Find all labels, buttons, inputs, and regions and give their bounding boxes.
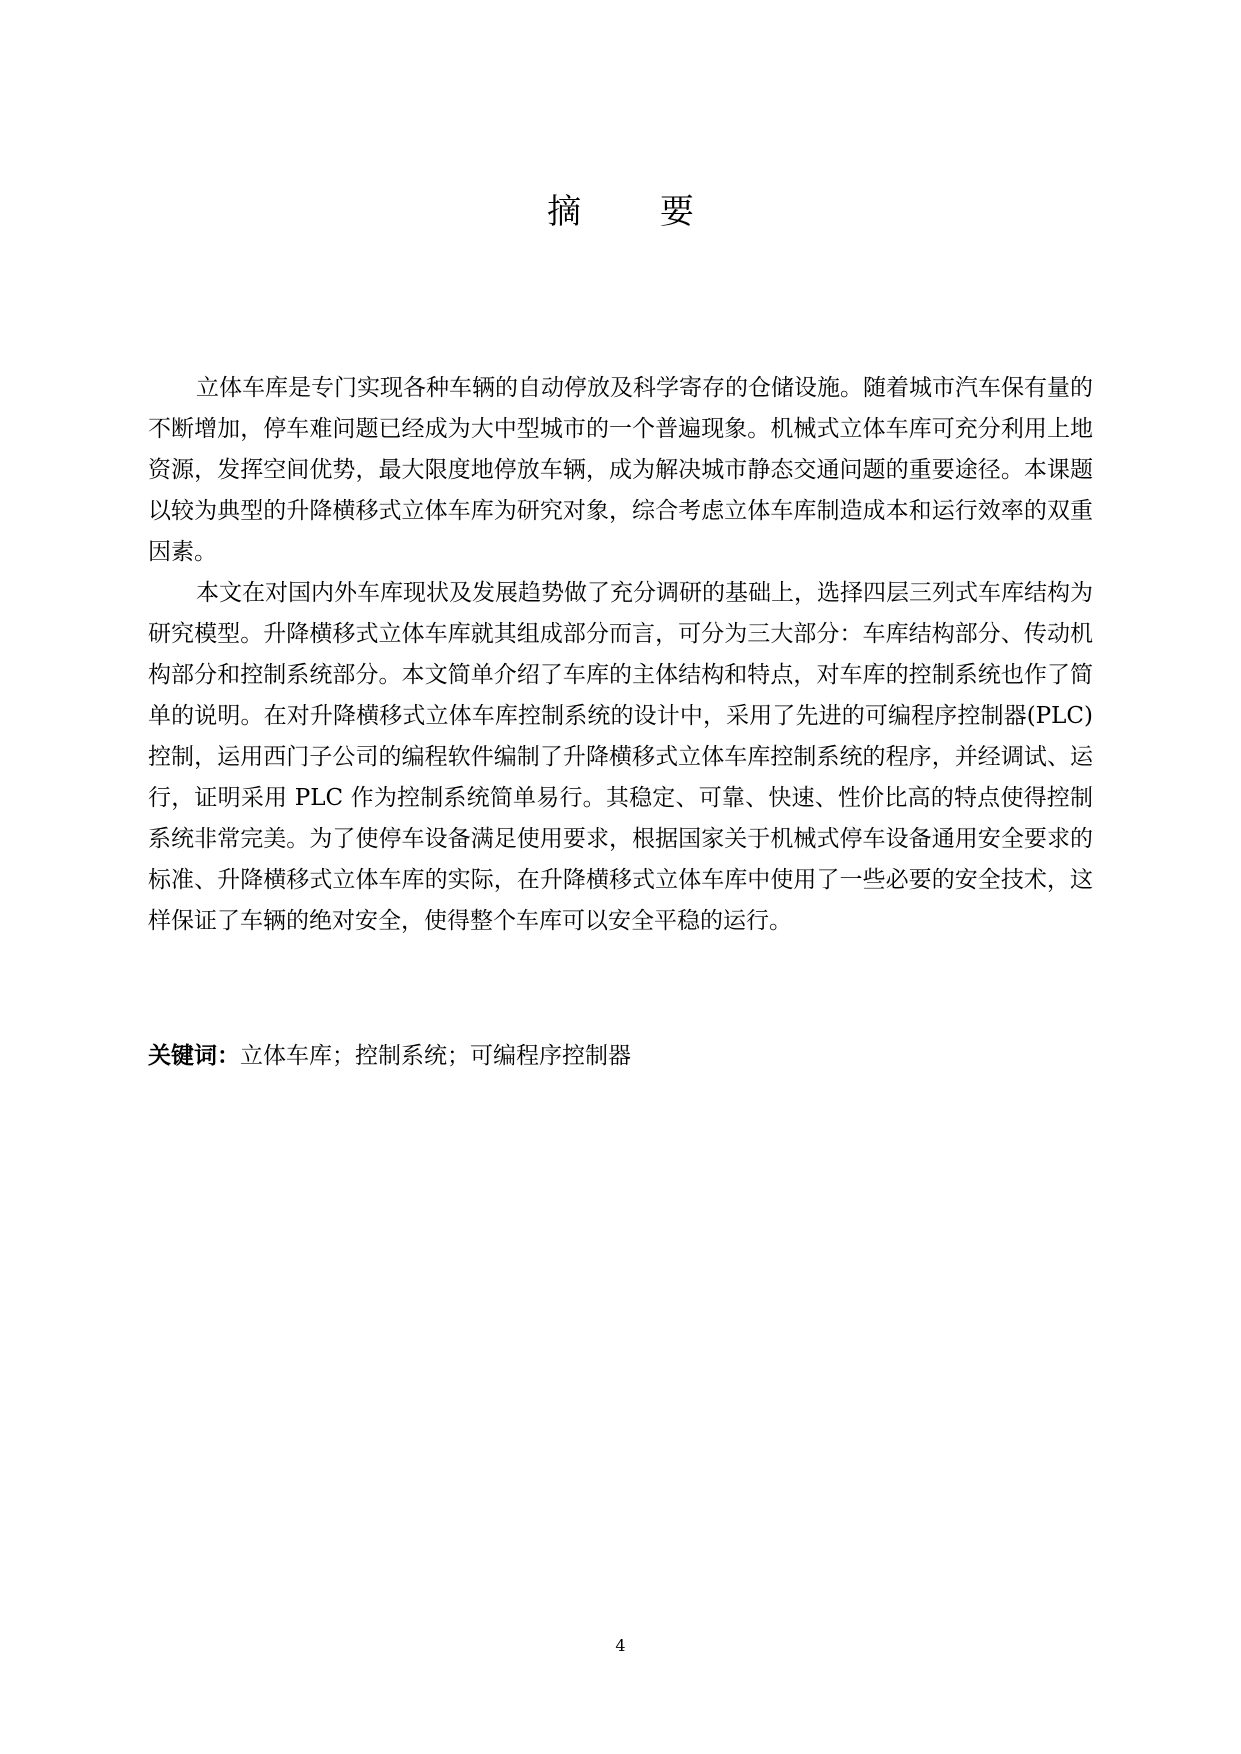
page-number: 4 — [615, 1636, 626, 1655]
page-title: 摘 要 — [547, 192, 728, 232]
abstract-body — [148, 368, 1093, 942]
abstract-paragraph-1: 立体车库是专门实现各种车辆的自动停放及科学寄存的仓储设施。随着城市汽车保有量的不断增加，停车难问题已经成为大中型城市的一个普遍现象。机械式立体车库可充分利用上地资源，发挥空间优势，最大限度地停放车辆，成为解决城市静态交通问题的重要途径。本课题以较为典型的升降横移式立体车库为研究对象，综合考虑立体车库制造成本和运行效率的双重因素。 — [148, 375, 1093, 565]
keywords-label: 关键词： — [148, 1043, 240, 1069]
abstract-paragraph-2: 本文在对国内外车库现状及发展趋势做了充分调研的基础上，选择四层三列式车库结构为研究模型。升降横移式立体车库就其组成部分而言，可分为三大部分：车库结构部分、传动机构部分和控制系统部分。本文简单介绍了车库的主体结构和特点，对车库的控制系统也作了简单的说明。在对升降横移式立体车库控制系统的设计中，采用了先进的可编程序控制器(PLC)控制，运用西门子公司的编程软件编制了升降横移式立体车库控制系统的程序，并经调试、运行，证明采用 PLC 作为控制系统简单易行。其稳定、可靠、快速、性价比高的特点使得控制系统非常完美。为了使停车设备满足使用要求，根据国家关于机械式停车设备通用安全要求的标准、升降横移式立体车库的实际，在升降横移式立体车库中使用了一些必要的安全技术，这样保证了车辆的绝对安全，使得整个车库可以安全平稳的运行。 — [148, 580, 1093, 934]
keywords-line — [148, 1038, 1093, 1074]
keywords-value: 立体车库；控制系统；可编程序控制器 — [240, 1043, 631, 1069]
